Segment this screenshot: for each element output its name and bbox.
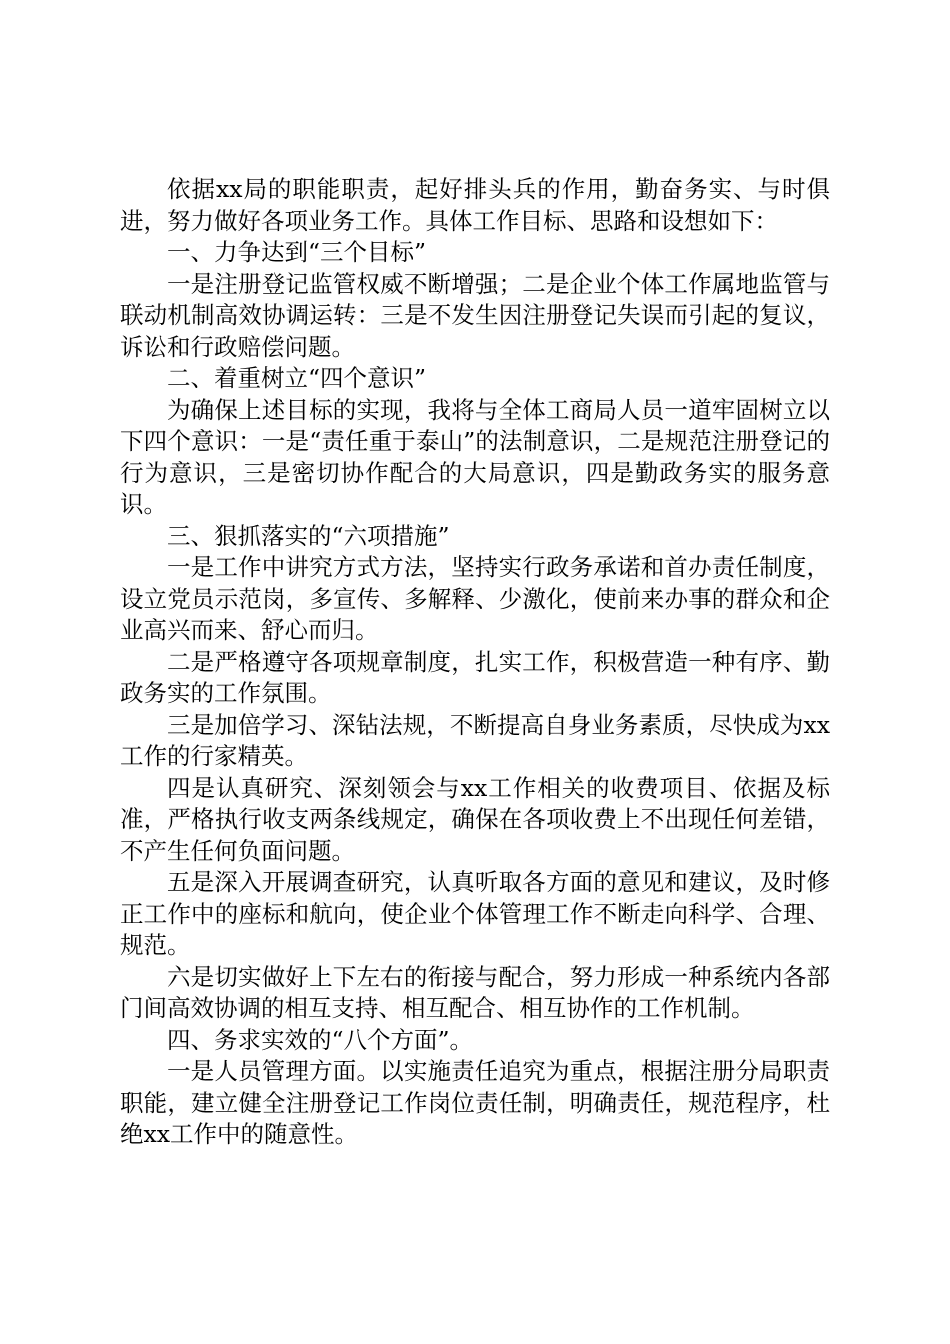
- paragraph-awareness: 为确保上述目标的实现，我将与全体工商局人员一道牢固树立以下四个意识：一是“责任重于泰山”的法制意识，二是规范注册登记的行为意识，三是密切协作配合的大局意识，四是勤政务实的服务意识。: [120, 395, 830, 518]
- paragraph-aspect-1: 一是人员管理方面。以实施责任追究为重点，根据注册分局职责职能，建立健全注册登记工作岗位责任制，明确责任，规范程序，杜绝xx工作中的随意性。: [120, 1057, 830, 1148]
- heading-four-awareness: 二、着重树立“四个意识”: [167, 364, 427, 392]
- paragraph-measure-2: 二是严格遵守各项规章制度，扎实工作，积极营造一种有序、勤政务实的工作氛围。: [120, 647, 830, 707]
- paragraph-measure-4: 四是认真研究、深刻领会与xx工作相关的收费项目、依据及标准，严格执行收支两条线规定，确保在各项收费上不出现任何差错，不产生任何负面问题。: [120, 773, 830, 865]
- heading-six-measures: 三、狠抓落实的“六项措施”: [167, 521, 450, 550]
- paragraph-measure-6: 六是切实做好上下左右的衔接与配合，努力形成一种系统内各部门间高效协调的相互支持、相互配合、相互协作的工作机制。: [120, 962, 830, 1022]
- heading-eight-aspects: 四、务求实效的“八个方面”。: [167, 1025, 474, 1054]
- paragraph-measure-1: 一是工作中讲究方式方法，坚持实行政务承诺和首办责任制度，设立党员示范岗，多宣传、多解释、少激化，使前来办事的群众和企业高兴而来、舒心而归。: [120, 553, 830, 644]
- paragraph-measure-5: 五是深入开展调查研究，认真听取各方面的意见和建议，及时修正工作中的座标和航向，使企业个体管理工作不断走向科学、合理、规范。: [120, 868, 830, 959]
- paragraph-goals: 一是注册登记监管权威不断增强；二是企业个体工作属地监管与联动机制高效协调运转：三是不发生因注册登记失误而引起的复议，诉讼和行政赔偿问题。: [120, 269, 830, 361]
- document-body: [120, 174, 830, 1151]
- heading-three-goals: 一、力争达到“三个目标”: [167, 238, 427, 266]
- paragraph-measure-3: 三是加倍学习、深钻法规，不断提高自身业务素质，尽快成为xx工作的行家精英。: [120, 710, 830, 770]
- paragraph-intro: 依据xx局的职能职责，起好排头兵的作用，勤奋务实、与时俱进，努力做好各项业务工作。具体工作目标、思路和设想如下：: [120, 175, 830, 235]
